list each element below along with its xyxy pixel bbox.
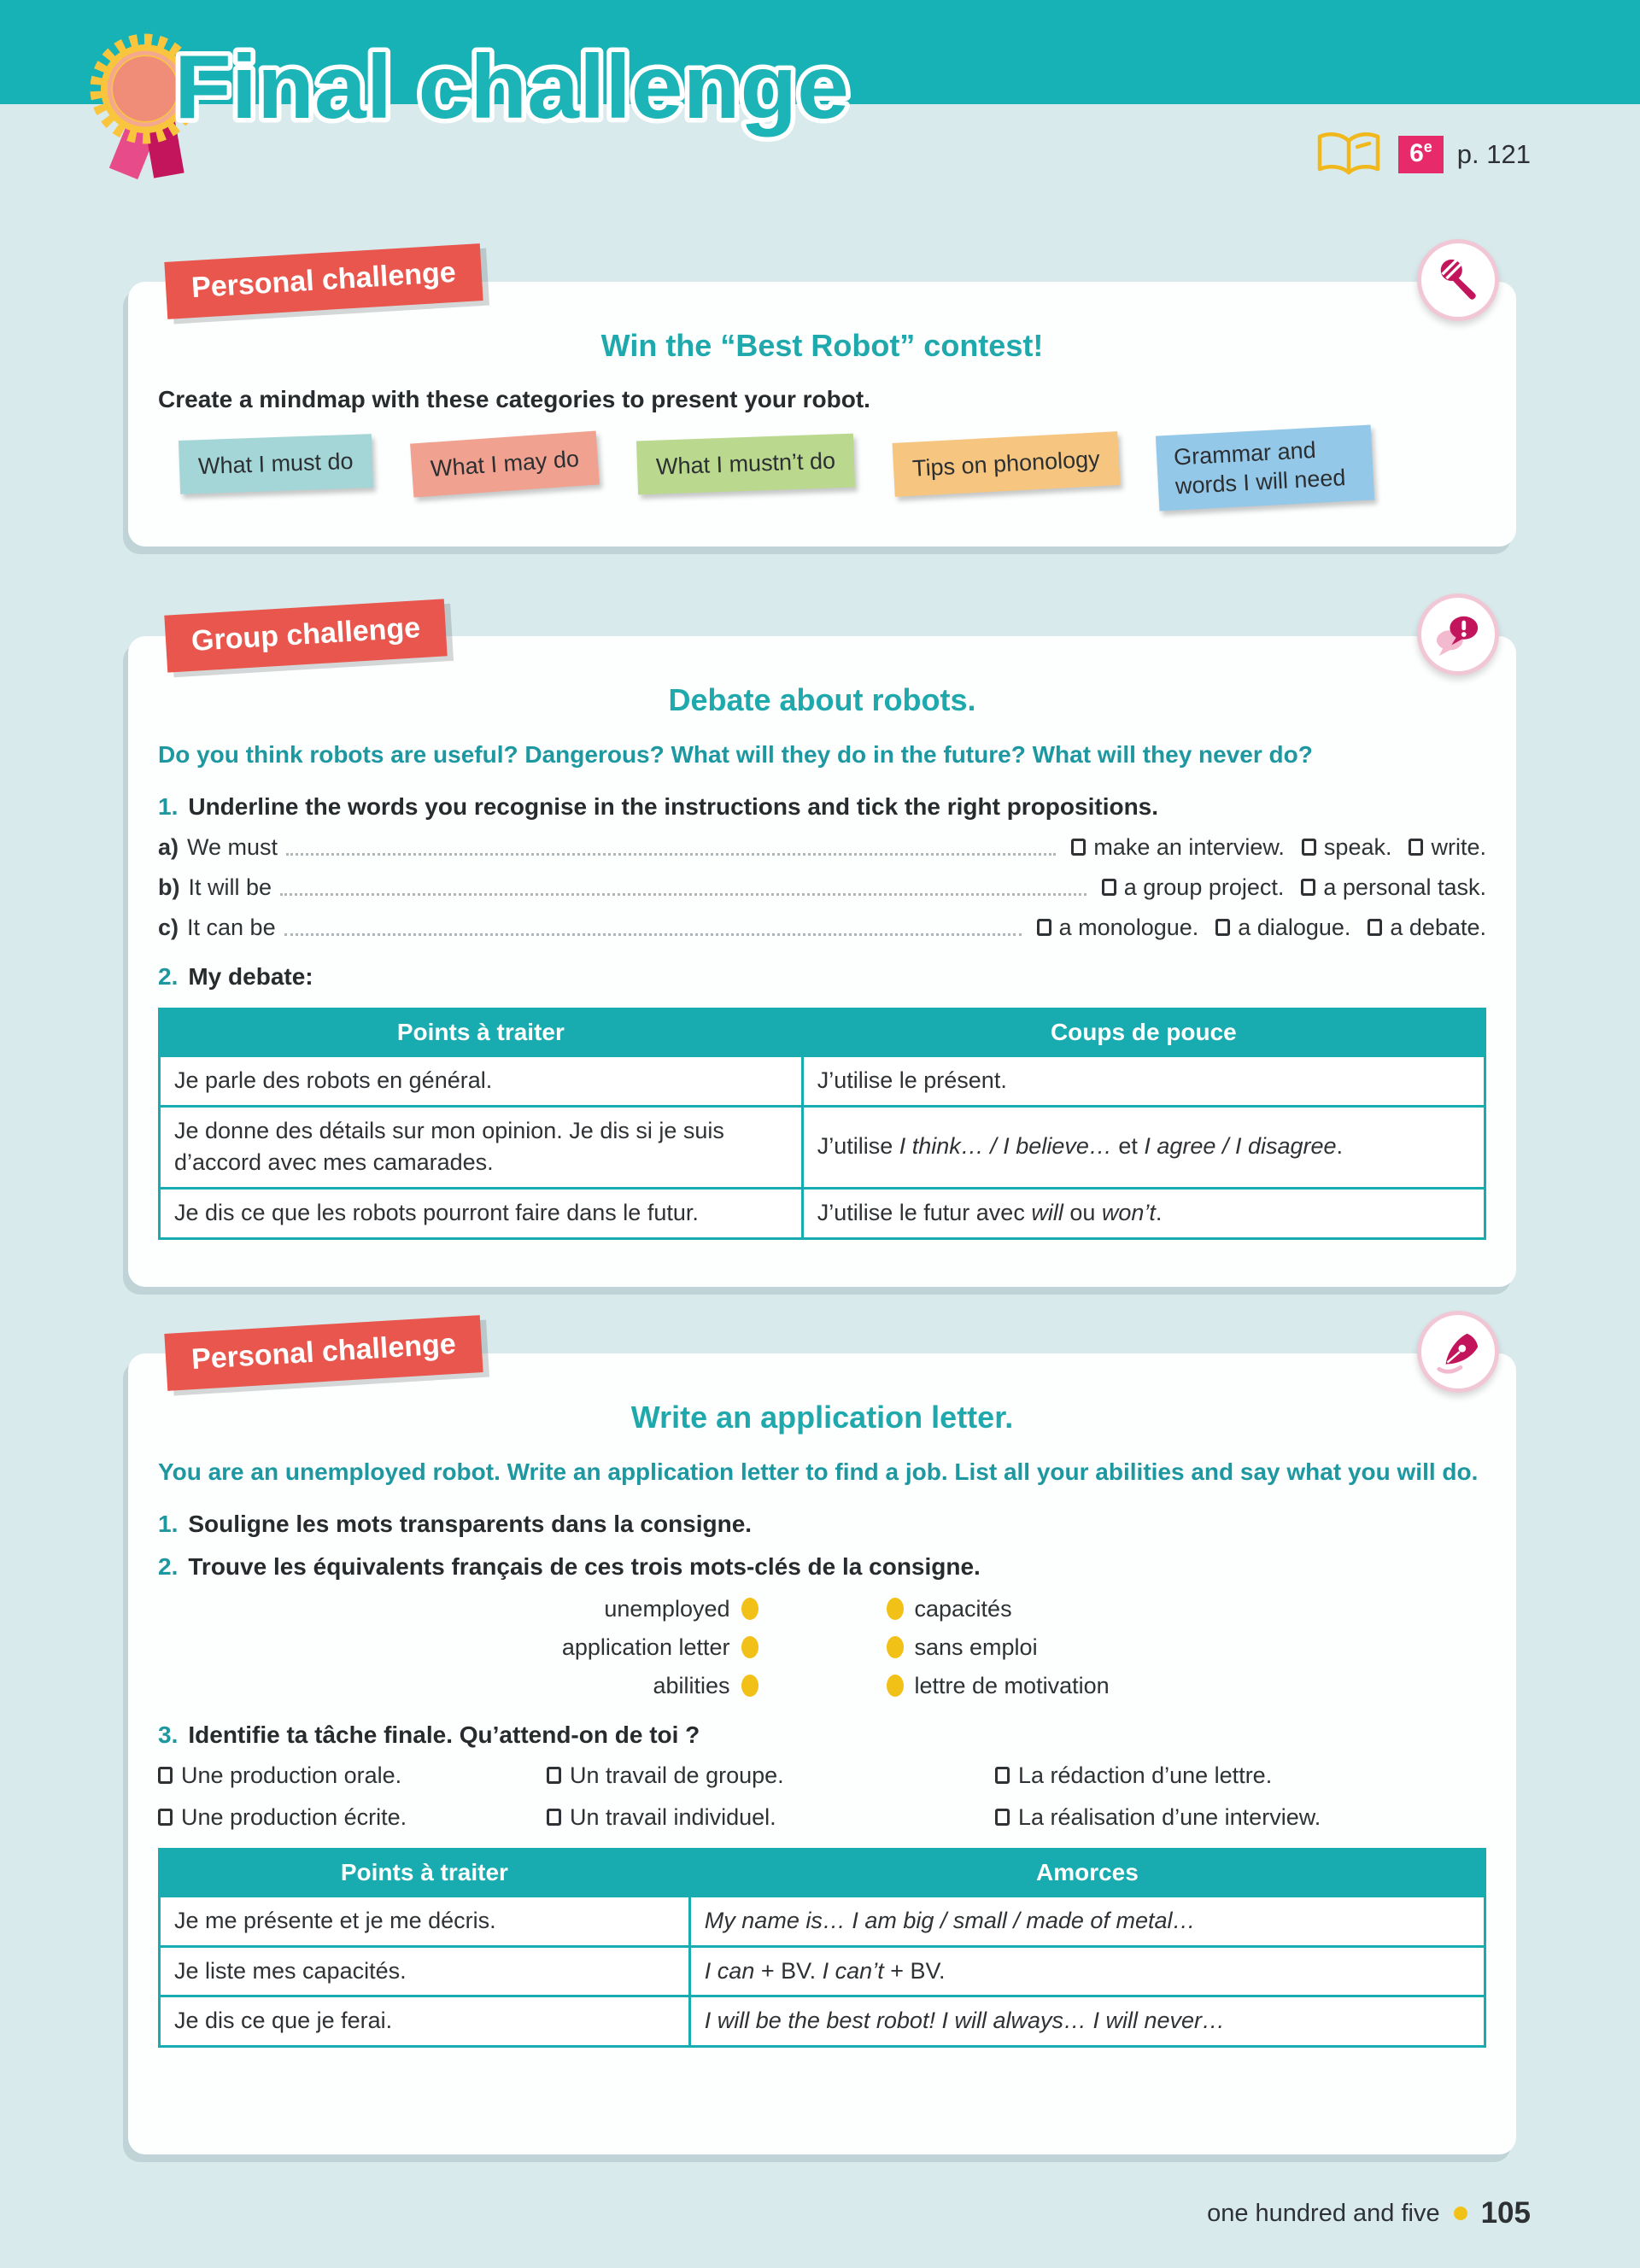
sticky-note: Grammar and words I will need bbox=[1156, 424, 1374, 511]
microphone-icon-circle bbox=[1417, 239, 1499, 321]
write-in-dotted-line[interactable] bbox=[284, 933, 1022, 936]
group-challenge-banner: Group challenge bbox=[164, 599, 448, 672]
check-option bbox=[158, 1804, 547, 1831]
microphone-icon bbox=[1434, 256, 1482, 304]
page-number-words: one hundred and five bbox=[1207, 2199, 1440, 2227]
checkbox[interactable] bbox=[1301, 879, 1315, 896]
personal-challenge-2-card bbox=[128, 1327, 1516, 2154]
tips-cell bbox=[802, 1055, 1485, 1106]
points-cell: Je parle des robots en général. bbox=[160, 1055, 803, 1106]
check-label: Une production écrite. bbox=[181, 1803, 407, 1830]
table-row bbox=[160, 1055, 1485, 1106]
points-cell: Je donne des détails sur mon opinion. Je dis si je suis d’accord avec mes camarades. bbox=[160, 1106, 803, 1189]
level-badge-sup: e bbox=[1423, 138, 1432, 155]
fill-line-b bbox=[158, 874, 1486, 901]
sticky-note: Tips on phonology bbox=[892, 431, 1120, 497]
letter-task-text: You are an unemployed robot. Write an application letter to find a job. List all your abilities and say what you will do. bbox=[158, 1458, 1479, 1485]
match-french-term[interactable]: capacités bbox=[914, 1595, 1012, 1622]
check-option bbox=[995, 1762, 1486, 1789]
checkbox[interactable] bbox=[1368, 919, 1382, 936]
fill-line-c bbox=[158, 915, 1486, 941]
table-row bbox=[160, 1106, 1485, 1189]
match-row bbox=[158, 1596, 1486, 1622]
exercise-number: 2. bbox=[158, 1552, 179, 1580]
exercise-text: Underline the words you recognise in the instructions and tick the right propositions. bbox=[188, 792, 1159, 820]
checkbox[interactable] bbox=[1102, 879, 1116, 896]
starter-text-italic: I can’t bbox=[822, 1957, 884, 1984]
open-book-icon bbox=[1313, 130, 1385, 179]
table-row bbox=[160, 1946, 1485, 1996]
tip-text: ou bbox=[1063, 1200, 1102, 1226]
matching-exercise bbox=[158, 1596, 1486, 1699]
match-french-term[interactable]: sans emploi bbox=[914, 1634, 1038, 1660]
starters-cell bbox=[689, 1946, 1485, 1996]
match-dot[interactable] bbox=[741, 1598, 758, 1620]
page-number: 105 bbox=[1480, 2196, 1531, 2230]
exercise-1-heading bbox=[158, 1511, 1486, 1538]
check-option bbox=[158, 1762, 547, 1789]
challenge-title: Debate about robots. bbox=[668, 682, 976, 717]
starters-cell bbox=[689, 1996, 1485, 2047]
write-in-dotted-line[interactable] bbox=[286, 853, 1056, 856]
mindmap-categories bbox=[179, 437, 1486, 506]
page-title-text: Final challenge bbox=[174, 37, 849, 137]
starter-text-italic: I can bbox=[704, 1957, 755, 1984]
checkbox[interactable] bbox=[1409, 839, 1423, 856]
challenge-title: Win the “Best Robot” contest! bbox=[600, 328, 1044, 363]
option bbox=[1037, 915, 1199, 941]
checkbox[interactable] bbox=[1037, 919, 1051, 936]
line-stem: It will be bbox=[188, 874, 272, 900]
option-label: write. bbox=[1431, 833, 1486, 860]
table-row bbox=[160, 1996, 1485, 2047]
points-cell: Je dis ce que je ferai. bbox=[160, 1996, 690, 2047]
task-checkboxes bbox=[158, 1762, 1486, 1831]
option bbox=[1301, 874, 1486, 901]
letter-table bbox=[158, 1848, 1486, 2048]
option bbox=[1302, 834, 1392, 861]
checkbox[interactable] bbox=[158, 1767, 173, 1784]
checkbox[interactable] bbox=[158, 1809, 173, 1826]
exercise-text: My debate: bbox=[188, 962, 313, 990]
exercise-number: 1. bbox=[158, 792, 179, 820]
match-row bbox=[158, 1634, 1486, 1661]
checkbox[interactable] bbox=[995, 1809, 1010, 1826]
speech-bubbles-icon bbox=[1433, 611, 1483, 658]
starter-text-italic: My name is… I am big / small / made of metal… bbox=[704, 1907, 1196, 1933]
line-stem: We must bbox=[187, 833, 278, 860]
options bbox=[1071, 834, 1486, 861]
sticky-note: What I may do bbox=[410, 430, 600, 497]
check-option bbox=[547, 1762, 995, 1789]
line-letter: a) bbox=[158, 833, 179, 860]
option-label: speak. bbox=[1323, 833, 1392, 860]
option-label: a dialogue. bbox=[1238, 914, 1351, 940]
workbook-reference bbox=[1313, 130, 1531, 179]
starters-cell bbox=[689, 1896, 1485, 1946]
points-cell: Je dis ce que les robots pourront faire dans le futur. bbox=[160, 1189, 803, 1239]
tip-text: et bbox=[1111, 1133, 1145, 1160]
page-footer bbox=[1207, 2196, 1531, 2230]
personal-challenge-1-banner: Personal challenge bbox=[164, 243, 483, 319]
table-row bbox=[160, 1189, 1485, 1239]
write-in-dotted-line[interactable] bbox=[280, 893, 1086, 896]
exercise-2-heading bbox=[158, 963, 1486, 991]
level-badge bbox=[1398, 136, 1444, 173]
match-english-term[interactable]: unemployed bbox=[604, 1595, 730, 1622]
tip-text: . bbox=[1155, 1200, 1163, 1226]
group-challenge-card bbox=[128, 611, 1516, 1287]
exercise-text: Souligne les mots transparents dans la consigne. bbox=[188, 1510, 753, 1537]
check-option bbox=[995, 1804, 1486, 1831]
footer-dot bbox=[1454, 2207, 1467, 2220]
checkbox[interactable] bbox=[1071, 839, 1086, 856]
option bbox=[1409, 834, 1486, 861]
tip-text-italic: I agree / I disagree bbox=[1144, 1133, 1337, 1160]
challenge-instruction: Create a mindmap with these categories to present your robot. bbox=[158, 386, 870, 412]
table-row bbox=[160, 1896, 1485, 1946]
workbook-page-number: p. 121 bbox=[1456, 139, 1531, 169]
points-cell: Je me présente et je me décris. bbox=[160, 1896, 690, 1946]
exercise-number: 1. bbox=[158, 1510, 179, 1537]
exercise-number: 3. bbox=[158, 1721, 179, 1748]
checkbox[interactable] bbox=[547, 1767, 561, 1784]
exercise-text: Trouve les équivalents français de ces trois mots-clés de la consigne. bbox=[188, 1552, 981, 1580]
option bbox=[1368, 915, 1486, 941]
pen-nib-icon-circle bbox=[1417, 1311, 1499, 1393]
options bbox=[1102, 874, 1486, 901]
level-badge-number: 6 bbox=[1409, 139, 1424, 167]
points-cell: Je liste mes capacités. bbox=[160, 1946, 690, 1996]
match-dot[interactable] bbox=[887, 1675, 904, 1697]
option bbox=[1102, 874, 1285, 901]
tips-cell bbox=[802, 1189, 1485, 1239]
checkbox[interactable] bbox=[547, 1809, 561, 1826]
challenge-title: Write an application letter. bbox=[630, 1400, 1014, 1435]
page-title bbox=[167, 19, 885, 151]
starter-text-italic: I will be the best robot! I will always… I will never… bbox=[704, 2008, 1226, 2034]
exercise-2-heading bbox=[158, 1553, 1486, 1581]
table-header-row bbox=[160, 1008, 1485, 1055]
match-english-term[interactable]: abilities bbox=[653, 1672, 730, 1698]
checkbox[interactable] bbox=[1302, 839, 1316, 856]
tip-text: J’utilise le présent. bbox=[817, 1067, 1007, 1093]
sticky-note: What I must do bbox=[179, 434, 373, 494]
tip-text: J’utilise le futur avec bbox=[817, 1200, 1032, 1226]
option-label: a debate. bbox=[1390, 914, 1486, 940]
checkbox[interactable] bbox=[1215, 919, 1230, 936]
tip-text-italic: won’t bbox=[1101, 1200, 1156, 1226]
check-label: La rédaction d’une lettre. bbox=[1018, 1762, 1273, 1788]
checkbox[interactable] bbox=[995, 1767, 1010, 1784]
sticky-note: What I mustn’t do bbox=[636, 434, 855, 495]
check-label: La réalisation d’une interview. bbox=[1018, 1803, 1321, 1830]
option-label: a group project. bbox=[1123, 874, 1285, 900]
tip-text-italic: I think… / I believe… bbox=[899, 1133, 1112, 1160]
tip-text: . bbox=[1336, 1133, 1344, 1160]
exercise-1-heading bbox=[158, 793, 1486, 821]
match-dot[interactable] bbox=[887, 1598, 904, 1620]
starter-text: + BV. bbox=[883, 1957, 946, 1984]
tips-cell bbox=[802, 1106, 1485, 1189]
fill-line-a bbox=[158, 834, 1486, 861]
column-header: Points à traiter bbox=[160, 1849, 690, 1896]
option bbox=[1215, 915, 1350, 941]
personal-challenge-2-banner: Personal challenge bbox=[164, 1315, 483, 1391]
column-header: Points à traiter bbox=[160, 1008, 803, 1055]
check-label: Un travail de groupe. bbox=[570, 1762, 784, 1788]
personal-challenge-1-card bbox=[128, 255, 1516, 547]
exercise-text: Identifie ta tâche finale. Qu’attend-on de toi ? bbox=[188, 1721, 700, 1748]
match-row bbox=[158, 1673, 1486, 1699]
option-label: a personal task. bbox=[1323, 874, 1486, 900]
column-header: Coups de pouce bbox=[802, 1008, 1485, 1055]
match-dot[interactable] bbox=[741, 1636, 758, 1658]
tip-text-italic: will bbox=[1031, 1200, 1063, 1226]
line-stem: It can be bbox=[187, 914, 276, 940]
line-letter: b) bbox=[158, 874, 180, 900]
match-french-term[interactable]: lettre de motivation bbox=[914, 1672, 1110, 1698]
starter-text: + BV. bbox=[754, 1957, 823, 1984]
match-dot[interactable] bbox=[887, 1636, 904, 1658]
column-header: Amorces bbox=[689, 1849, 1485, 1896]
debate-table bbox=[158, 1008, 1486, 1240]
check-label: Une production orale. bbox=[181, 1762, 402, 1788]
table-header-row bbox=[160, 1849, 1485, 1896]
options bbox=[1037, 915, 1486, 941]
option bbox=[1071, 834, 1285, 861]
option-label: a monologue. bbox=[1058, 914, 1199, 940]
check-label: Un travail individuel. bbox=[570, 1803, 776, 1830]
tip-text: J’utilise bbox=[817, 1133, 899, 1160]
speech-bubbles-icon-circle bbox=[1417, 593, 1499, 675]
debate-question: Do you think robots are useful? Dangerous? What will they do in the future? What will they never do? bbox=[158, 741, 1313, 768]
line-letter: c) bbox=[158, 914, 179, 940]
exercise-3-heading bbox=[158, 1721, 1486, 1749]
option-label: make an interview. bbox=[1093, 833, 1285, 860]
pen-nib-icon bbox=[1434, 1328, 1482, 1376]
check-option bbox=[547, 1804, 995, 1831]
match-english-term[interactable]: application letter bbox=[561, 1634, 730, 1660]
match-dot[interactable] bbox=[741, 1675, 758, 1697]
exercise-number: 2. bbox=[158, 962, 179, 990]
